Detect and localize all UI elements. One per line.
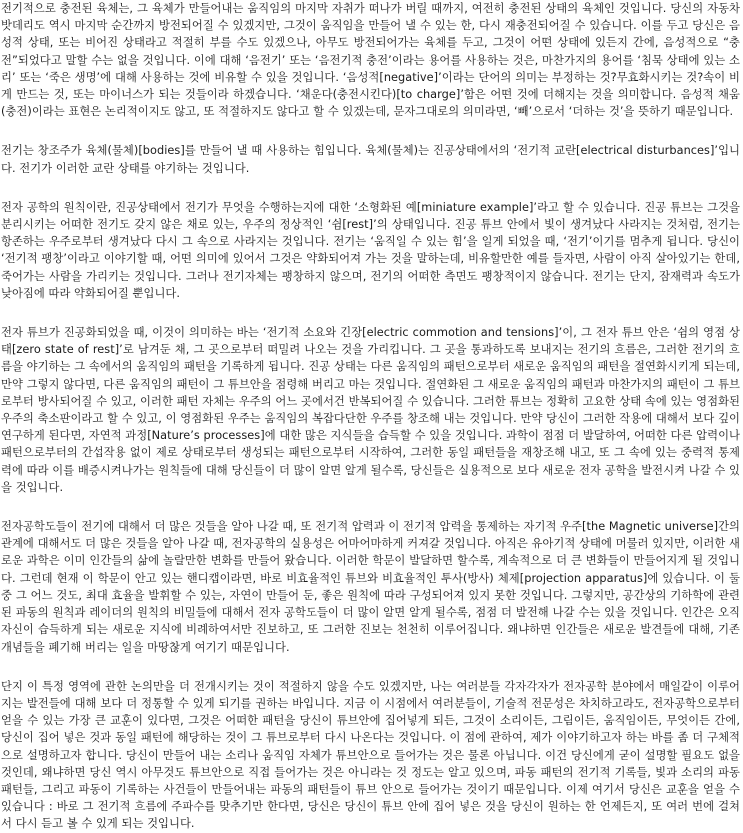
paragraph-1: 전기적으로 충전된 육체는, 그 육체가 만들어내는 움직임의 마지막 자취가 떠나가 버릴 때까지, 여전히 충전된 상태의 육체인 것입니다. 당신의 자동차 밧데리도 역시 마지막 순간까지 방전되어질 수 있겠지만, 그것이 움직임을 만들어 낼 수 있는 한, 다시 재충전되어질 수 있습니다. 이를 두고 당신은 음성적 상태, 또는 비어진 상태라고 적절히 부를 수도 있겠으나, 아무도 방전되어가는 육체를 두고, 그것이 어떤 상태에 있든지 간에, 음성적으로 “충전”되었다고 말할 수는 없을 것입니다. 이에 대해 ‘음전기’ 또는 ‘음전기적 충전’이라는 용어를 사용하는 것은, 마찬가지의 용어를 ‘침묵 상태에 있는 소리’ 또는 ‘죽은 생명’에 대해 사용하는 것에 비유할 수 있을 것입니다. ‘음성적[negative]’이라는 단어의 의미는 부정하는 것?무효화시키는 것?속이 비게 만드는 것, 또는 마이너스가 되는 것들이라 하겠습니다. ‘채운다(충전시킨다)[to charge]’함은 어떤 것에 더해지는 것을 의미합니다. 음성적 채움(충전)이라는 표현은 논리적이지도 않고, 또 적절하지도 않다고 할 수 있겠는데, 문자그대로의 의미라면, ‘빼’으로서 ‘더하는 것’을 뜻하기 때문입니다. <box>1 2 740 119</box>
paragraph-3: 전자 공학의 원칙이란, 진공상태에서 전기가 무엇을 수행하는지에 대한 ‘소형화된 예[miniature example]’라고 할 수 있습니다. 진공 튜브는 그것을 분리시키는 어떠한 전기도 갖지 않은 채로 있는, 우주의 정상적인 ‘쉼[rest]’의 상태입니다. 진공 튜브 안에서 빛이 생겨났다 사라지는 것처럼, 전기는 항존하는 우주로부터 생겨났다 다시 그 속으로 사라지는 것입니다. 전기는 ‘움직일 수 있는 힘’을 일게 되었을 때, ‘전기’이기를 멈추게 됩니다. 당신이 ‘전기적 팽창’이라고 이야기할 때, 어떤 의미에 있어서 그것은 약화되어져 가는 것을 말하는데, 비유할만한 예를 들자면, 사람이 아직 살아있기는 한데, 죽어가는 사람을 가리키는 것입니다. 그러나 전기자체는 팽창하지 않으며, 전기의 어떠한 측면도 팽창적이지 않습니다. 전기는 단지, 잠재력과 속도가 낮아짐에 따라 약화되어질 뿐입니다. <box>1 200 740 300</box>
paragraph-5: 전자공학도들이 전기에 대해서 더 많은 것들을 알아 나갈 때, 또 전기적 압력과 이 전기적 압력을 통제하는 자기적 우주[the Magnetic universe]간의 관계에 대해서도 더 많은 것들을 알아 나갈 때, 전자공학의 실용성은 어마어마하게 커져갈 것입니다. 아직은 유아기적 상태에 머물러 있지만, 이러한 새로운 과학은 이미 인간들의 삶에 놀랄만한 변화를 만들어 왔습니다. 이러한 학문이 발달하면 할수록, 계속적으로 더 큰 변화들이 만들어지게 될 것입니다. 그런데 현재 이 학문이 안고 있는 핸디캡이라면, 바로 비효율적인 튜브와 비효율적인 투사(방사) 체제[projection apparatus]에 있습니다. 이 둘 중 그 어느 것도, 최대 효율을 발휘할 수 있는, 자연이 만들어 둔, 좋은 원칙에 따라 구성되어져 있지 못한 것입니다. 그렇지만, 공간상의 기하학에 관련된 파동의 원칙과 레이더의 원칙의 비밀들에 대해서 전자 공학도들이 더 많이 알면 알게 될수록, 점점 더 발전해 나갈 수는 있을 것입니다. 인간은 오직 자신이 습득하게 되는 새로운 지식에 비례하여서만 진보하고, 또 그러한 진보는 천천히 이루어집니다. 왜냐하면 인간들은 새로운 발견들에 대해, 기존 개념들을 폐기해 버리는 일을 마땅찮게 여기기 때문입니다. <box>1 520 740 654</box>
paragraph-2: 전기는 창조주가 육체(물체)[bodies]를 만들어 낼 때 사용하는 힘입니다. 육체(물체)는 진공상태에서의 ‘전기적 교란[electrical disturbances]’입니다. 전기가 이러한 교란 상태를 야기하는 것입니다. <box>1 144 740 175</box>
paragraph-4: 전자 튜브가 진공화되었을 때, 이것이 의미하는 바는 ‘전기적 소요와 긴장[electric commotion and tensions]’이, 그 전자 튜브 안은 ‘쉼의 영점 상태[zero state of rest]’로 남겨둔 채, 그 곳으로부터 떠밀려 나오는 것을 가리킵니다. 그 곳을 통과하도록 보내지는 전기의 흐름은, 그러한 전기의 흐름을 야기하는 그 속에서의 움직임의 패턴을 기록하게 됩니다. 진공 상태는 다른 움직임의 패턴으로부터 새로운 움직임의 패턴을 절연화시키게 되는데, 만약 그렇지 않다면, 다른 움직임의 패턴이 그 튜브안을 점령해 버리고 마는 것입니다. 절연화된 그 새로운 움직임의 패턴과 마찬가지의 패턴이 그 튜브로부터 방사되어질 수 있고, 이러한 패턴 자체는 우주의 어느 곳에서건 반복되어질 수 있습니다. 그러한 튜브는 정확히 고요한 상태 속에 있는 영점화된 우주의 축소판이라고 할 수 있고, 이 영점화된 우주는 움직임의 복잡다단한 우주를 창조해 내는 것입니다. 만약 당신이 그러한 작용에 대해서 보다 깊이 연구하게 된다면, 자연적 과정[Nature’s processes]에 대한 많은 지식들을 습득할 수 있을 것입니다. 과학이 점점 더 발달하여, 어떠한 다른 압력이나 패턴으로부터의 간섭작용 없이 제로 상태로부터 생성되는 패턴으로부터 시작하여, 그러한 동일 패턴들을 재창조해 내고, 또 그 속에 있는 중력적 통제력에 따라 이를 배증시켜나가는 원칙들에 대해 당신들이 더 많이 알면 알게 될수록, 당신들은 실용적으로 보다 새로운 전자 공학을 발전시켜 나갈 수 있을 것입니다. <box>1 326 740 494</box>
paragraph-6: 단지 이 특정 영역에 관한 논의만을 더 전개시키는 것이 적절하지 않을 수도 있겠지만, 나는 여러분들 각자각자가 전자공학 분야에서 매일같이 이루어지는 발전들에 대해 보다 더 정통할 수 있게 되기를 권하는 바입니다. 지금 이 시점에서 여러분들이, 기술적 전문성은 차치하고라도, 전자공학으로부터 얻을 수 있는 가장 큰 교훈이 있다면, 그것은 어떠한 패턴을 당신이 튜브안에 집어넣게 되든, 그것이 소리이든, 그림이든, 움직임이든, 무엇이든 간에, 당신이 집어 넣은 것과 동일 패턴에 해당하는 것이 그 튜브로부터 다시 나온다는 것입니다. 이 점에 관하여, 제가 이야기하고자 하는 바를 좀 더 구체적으로 설명하고자 합니다. 당신이 만들어 내는 소리나 움직임 자체가 튜브안으로 들어가는 것은 물론 아닙니다. 이건 당신에게 굳이 설명할 필요도 없을 것인데, 왜냐하면 당신 역시 아무것도 튜브안으로 직접 들어가는 것은 아니라는 것 정도는 알고 있으며, 파동 패턴의 전기적 기록들, 빛과 소리의 파동 패턴들, 그리고 파동이 기록하는 사건들이 만들어내는 파동의 패턴들이 튜브 안으로 들어가는 것이기 때문입니다. 이제 여기서 당신은 교훈을 얻을 수 있습니다 : 바로 그 전기적 흐름에 주파수를 맞추기만 한다면, 당신은 당신이 튜브 안에 집어 넣은 것을 당신이 원하는 한 언제든지, 또 여러 번에 걸쳐서 다시 듣고 볼 수 있게 되는 것입니다. <box>1 679 740 831</box>
